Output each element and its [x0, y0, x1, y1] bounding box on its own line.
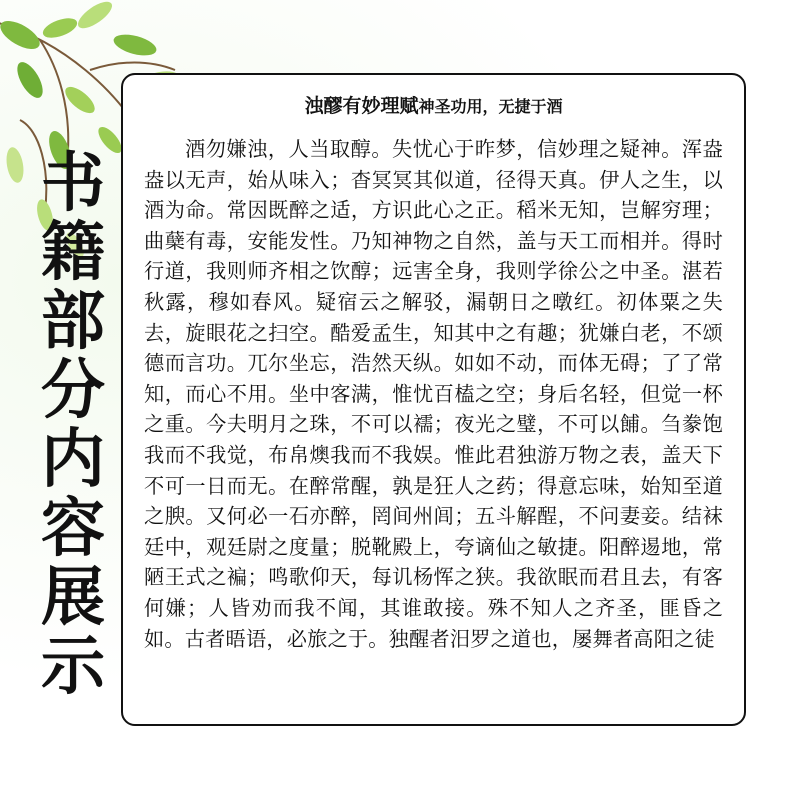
article-title-main: 浊醪有妙理赋 — [304, 95, 419, 117]
content-panel — [121, 73, 746, 726]
article-title-sub: 神圣功用，无捷于酒 — [418, 97, 563, 116]
article-title — [144, 91, 723, 118]
leaf — [40, 14, 79, 41]
leaf — [12, 58, 48, 102]
leaf — [0, 15, 44, 54]
leaf — [4, 146, 26, 184]
leaf — [74, 0, 116, 33]
leaf — [111, 31, 158, 60]
article-body: 酒勿嫌浊，人当取醇。失忧心于昨梦，信妙理之疑神。浑盎盎以无声，始从味入；杳冥冥其似道，径得天真。伊人之生，以酒为命。常因既醉之适，方识此心之正。稻米无知，岂解穷理；曲蘖有毒，安能发性。乃知神物之自然，盖与天工而相并。得时行道，我则师齐相之饮醇；远害全身，我则学徐公之中圣。湛若秋露，穆如春风。疑宿云之解驳，漏朝日之暾红。初体粟之失去，旋眼花之扫空。酷爱孟生，知其中之有趣；犹嫌白老，不颂德而言功。兀尔坐忘，浩然天纵。如如不动，而体无碍；了了常知，而心不用。坐中客满，惟忧百榼之空；身后名轻，但觉一杯之重。今夫明月之珠，不可以襦；夜光之璧，不可以餔。刍豢饱我而不我觉，布帛燠我而不我娱。惟此君独游万物之表，盖天下不可一日而无。在醉常醒，孰是狂人之药；得意忘味，始知至道之腴。又何必一石亦醉，罔间州闾；五斗解酲，不问妻妾。结袜廷中，观廷尉之度量；脱靴殿上，夸谪仙之敏捷。阳醉逷地，常陋王式之褊；鸣歌仰天，每讥杨恽之狭。我欲眠而君且去，有客何嫌；人皆劝而我不闻，其谁敢接。殊不知人之齐圣，匪昏之如。古者晤语，必旅之于。独醒者汨罗之道也，屡舞者高阳之徒 — [144, 137, 723, 651]
side-title: 书籍部分内容展示 — [41, 147, 105, 704]
